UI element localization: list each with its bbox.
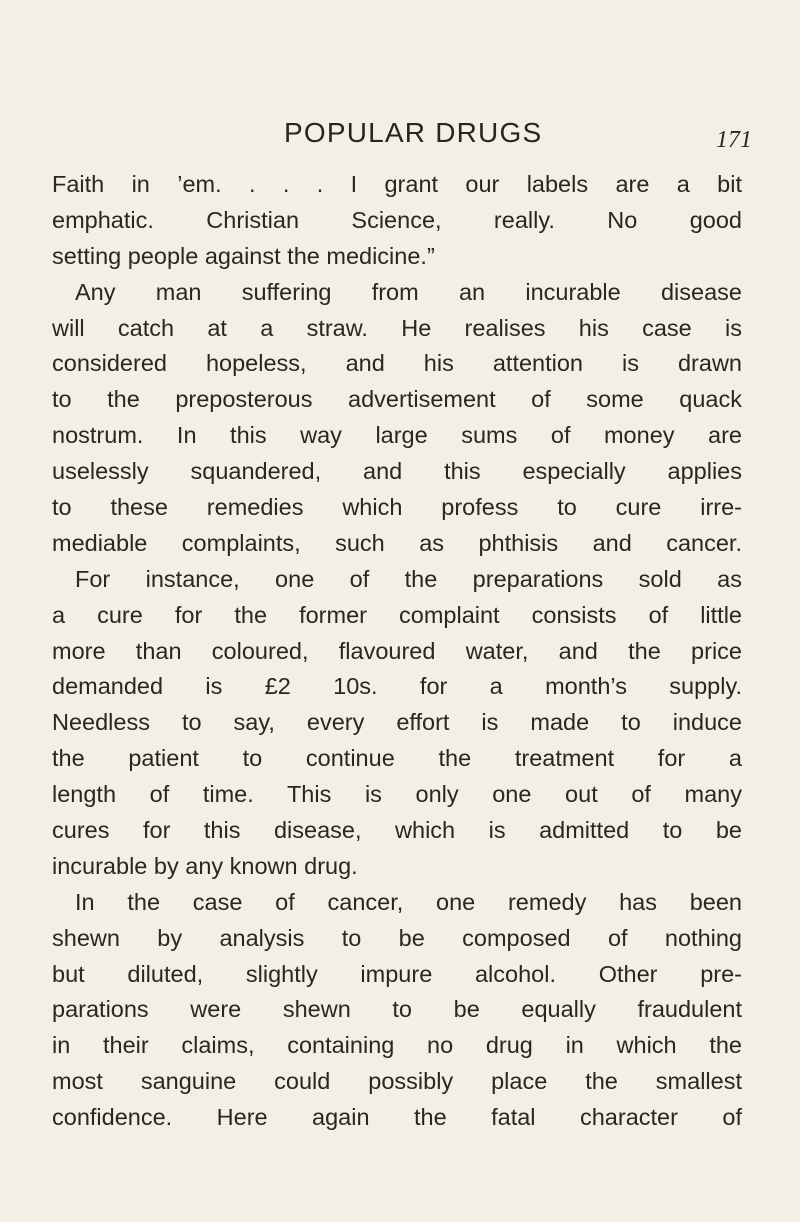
text-line: to the preposterous advertisement of some quack bbox=[52, 386, 742, 413]
text-line: nostrum. In this way large sums of money are bbox=[52, 422, 742, 449]
text-line: will catch at a straw. He realises his case is bbox=[52, 314, 742, 341]
text-line: For instance, one of the preparations sold as bbox=[75, 565, 742, 592]
text-line: mediable complaints, such as phthisis and cancer. bbox=[52, 529, 742, 556]
text-line: uselessly squandered, and this especially applies bbox=[52, 458, 742, 485]
text-line: most sanguine could possibly place the smallest bbox=[52, 1068, 742, 1095]
text-line: Needless to say, every effort is made to induce bbox=[52, 709, 742, 736]
text-line: setting people against the medicine.” bbox=[52, 242, 435, 269]
text-line: Faith in ’em. . . . I grant our labels are a bit bbox=[52, 171, 742, 197]
text-line: but diluted, slightly impure alcohol. Other pre- bbox=[52, 960, 742, 987]
text-line: a cure for the former complaint consists of little bbox=[52, 601, 742, 628]
text-line: in their claims, containing no drug in which the bbox=[52, 1032, 742, 1059]
text-line: cures for this disease, which is admitted to be bbox=[52, 817, 742, 844]
text-line: Any man suffering from an incurable disease bbox=[75, 278, 742, 305]
text-line: to these remedies which profess to cure irre- bbox=[52, 494, 742, 521]
running-head-title: POPULAR DRUGS bbox=[284, 117, 543, 148]
text-line: length of time. This is only one out of many bbox=[52, 781, 742, 808]
text-line: incurable by any known drug. bbox=[52, 852, 358, 879]
text-line: more than coloured, flavoured water, and the price bbox=[52, 637, 742, 664]
text-line: considered hopeless, and his attention is drawn bbox=[52, 350, 742, 377]
text-line: emphatic. Christian Science, really. No good bbox=[52, 206, 742, 233]
running-head bbox=[52, 117, 752, 157]
text-line: the patient to continue the treatment for a bbox=[52, 745, 742, 772]
text-line: confidence. Here again the fatal character of bbox=[52, 1104, 742, 1131]
body-text bbox=[52, 167, 742, 1136]
text-line: In the case of cancer, one remedy has been bbox=[75, 888, 742, 915]
text-line: shewn by analysis to be composed of nothing bbox=[52, 924, 742, 951]
text-line: demanded is £2 10s. for a month’s supply. bbox=[52, 673, 742, 700]
text-line: parations were shewn to be equally fraudulent bbox=[52, 996, 742, 1023]
page-number: 171 bbox=[716, 127, 752, 153]
